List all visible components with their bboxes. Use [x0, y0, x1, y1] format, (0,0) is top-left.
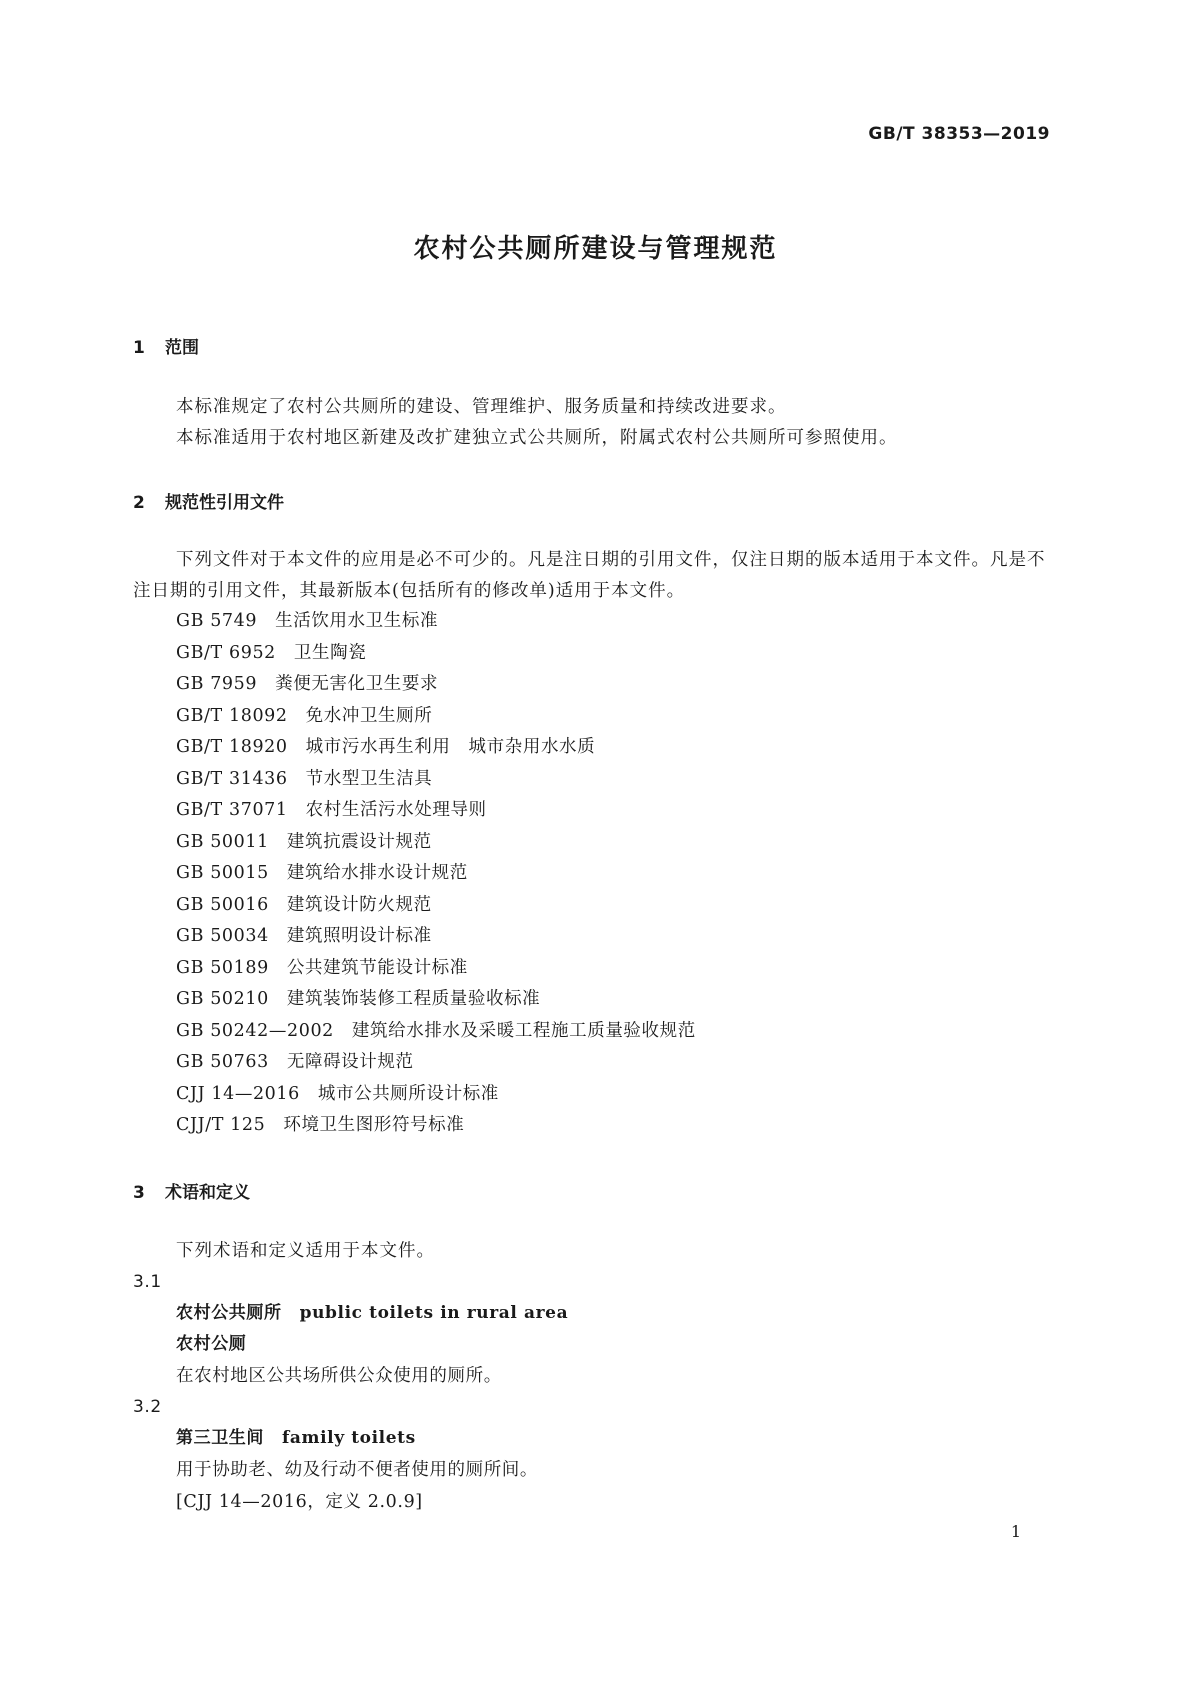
reference-item	[176, 890, 696, 922]
section-number: 3	[133, 1183, 145, 1203]
scope-paragraph-1: 本标准规定了农村公共厕所的建设、管理维护、服务质量和持续改进要求。	[176, 397, 787, 417]
term-heading	[176, 1298, 568, 1329]
term-definition: 在农村地区公共场所供公众使用的厕所。	[176, 1366, 502, 1386]
reference-code: GB/T 31436	[176, 768, 288, 789]
term-zh: 农村公共厕所	[176, 1303, 282, 1323]
reference-code: CJJ 14—2016	[176, 1083, 300, 1104]
reference-name: 农村生活污水处理导则	[305, 800, 487, 820]
term-en: public toilets in rural area	[299, 1303, 569, 1323]
section-2-heading	[133, 488, 284, 513]
section-title: 规范性引用文件	[165, 493, 284, 513]
reference-code: GB 50034	[176, 926, 269, 946]
section-title: 术语和定义	[165, 1183, 250, 1203]
reference-name: 城市污水再生利用 城市杂用水水质	[305, 737, 596, 757]
reference-name: 卫生陶瓷	[293, 642, 367, 663]
reference-code: CJJ/T 125	[176, 1115, 266, 1135]
term-number: 3.1	[133, 1272, 162, 1292]
reference-name: 建筑抗震设计规范	[286, 831, 432, 852]
reference-item	[176, 701, 696, 733]
reference-item	[176, 669, 696, 701]
reference-code: GB 50763	[176, 1052, 269, 1072]
reference-item	[176, 1079, 696, 1111]
section-number: 2	[133, 493, 145, 513]
term-heading	[176, 1423, 416, 1454]
section-1-heading	[133, 333, 199, 358]
reference-item	[176, 795, 696, 827]
term-source: [CJJ 14—2016，定义 2.0.9]	[176, 1492, 423, 1512]
reference-item	[176, 764, 696, 796]
terms-intro: 下列术语和定义适用于本文件。	[176, 1241, 435, 1261]
reference-code: GB/T 37071	[176, 800, 288, 820]
section-3-heading	[133, 1178, 250, 1203]
reference-item	[176, 732, 696, 764]
reference-code: GB 50189	[176, 957, 269, 978]
reference-item	[176, 953, 696, 985]
reference-name: 建筑照明设计标准	[286, 926, 432, 946]
reference-code: GB 50016	[176, 894, 269, 915]
reference-code: GB 7959	[176, 674, 258, 694]
term-number: 3.2	[133, 1397, 162, 1417]
normative-refs-intro: 下列文件对于本文件的应用是必不可少的。凡是注日期的引用文件，仅注日期的版本适用于本文件。凡是不注日期的引用文件，其最新版本(包括所有的修改单)适用于本文件。	[133, 550, 1046, 601]
section-title: 范围	[165, 338, 199, 358]
scope-paragraph-2: 本标准适用于农村地区新建及改扩建独立式公共厕所，附属式农村公共厕所可参照使用。	[176, 428, 898, 448]
document-title: 农村公共厕所建设与管理规范	[413, 234, 778, 264]
term-en: family toilets	[282, 1428, 416, 1448]
reference-name: 免水冲卫生厕所	[305, 705, 433, 726]
reference-name: 建筑给水排水设计规范	[286, 863, 468, 883]
reference-item	[176, 984, 696, 1016]
page-number: 1	[1010, 1522, 1021, 1541]
reference-name: 建筑设计防火规范	[286, 894, 432, 915]
reference-name: 建筑给水排水及采暖工程施工质量验收规范	[351, 1020, 696, 1041]
reference-code: GB 50242—2002	[176, 1020, 334, 1041]
reference-code: GB 5749	[176, 611, 258, 631]
reference-list	[176, 606, 696, 1142]
reference-code: GB 50015	[176, 863, 269, 883]
reference-item	[176, 921, 696, 953]
reference-name: 生活饮用水卫生标准	[275, 611, 439, 631]
reference-name: 公共建筑节能设计标准	[286, 957, 468, 978]
reference-code: GB 50011	[176, 831, 269, 852]
reference-name: 环境卫生图形符号标准	[283, 1115, 465, 1135]
reference-item	[176, 858, 696, 890]
reference-item	[176, 1047, 696, 1079]
reference-item	[176, 1016, 696, 1048]
standard-code: GB/T 38353—2019	[868, 124, 1050, 144]
section-number: 1	[133, 338, 145, 358]
reference-code: GB/T 18920	[176, 737, 288, 757]
reference-item	[176, 638, 696, 670]
reference-item	[176, 606, 696, 638]
term-definition: 用于协助老、幼及行动不便者使用的厕所间。	[176, 1460, 538, 1480]
reference-code: GB/T 6952	[176, 642, 276, 663]
reference-name: 粪便无害化卫生要求	[275, 674, 439, 694]
reference-name: 建筑装饰装修工程质量验收标准	[286, 989, 541, 1009]
reference-code: GB/T 18092	[176, 705, 288, 726]
term-zh: 第三卫生间	[176, 1428, 264, 1448]
reference-name: 城市公共厕所设计标准	[317, 1083, 499, 1104]
reference-item	[176, 827, 696, 859]
reference-name: 无障碍设计规范	[286, 1052, 414, 1072]
reference-code: GB 50210	[176, 989, 269, 1009]
reference-item	[176, 1110, 696, 1142]
reference-name: 节水型卫生洁具	[305, 768, 433, 789]
term-alias: 农村公厕	[176, 1334, 247, 1354]
